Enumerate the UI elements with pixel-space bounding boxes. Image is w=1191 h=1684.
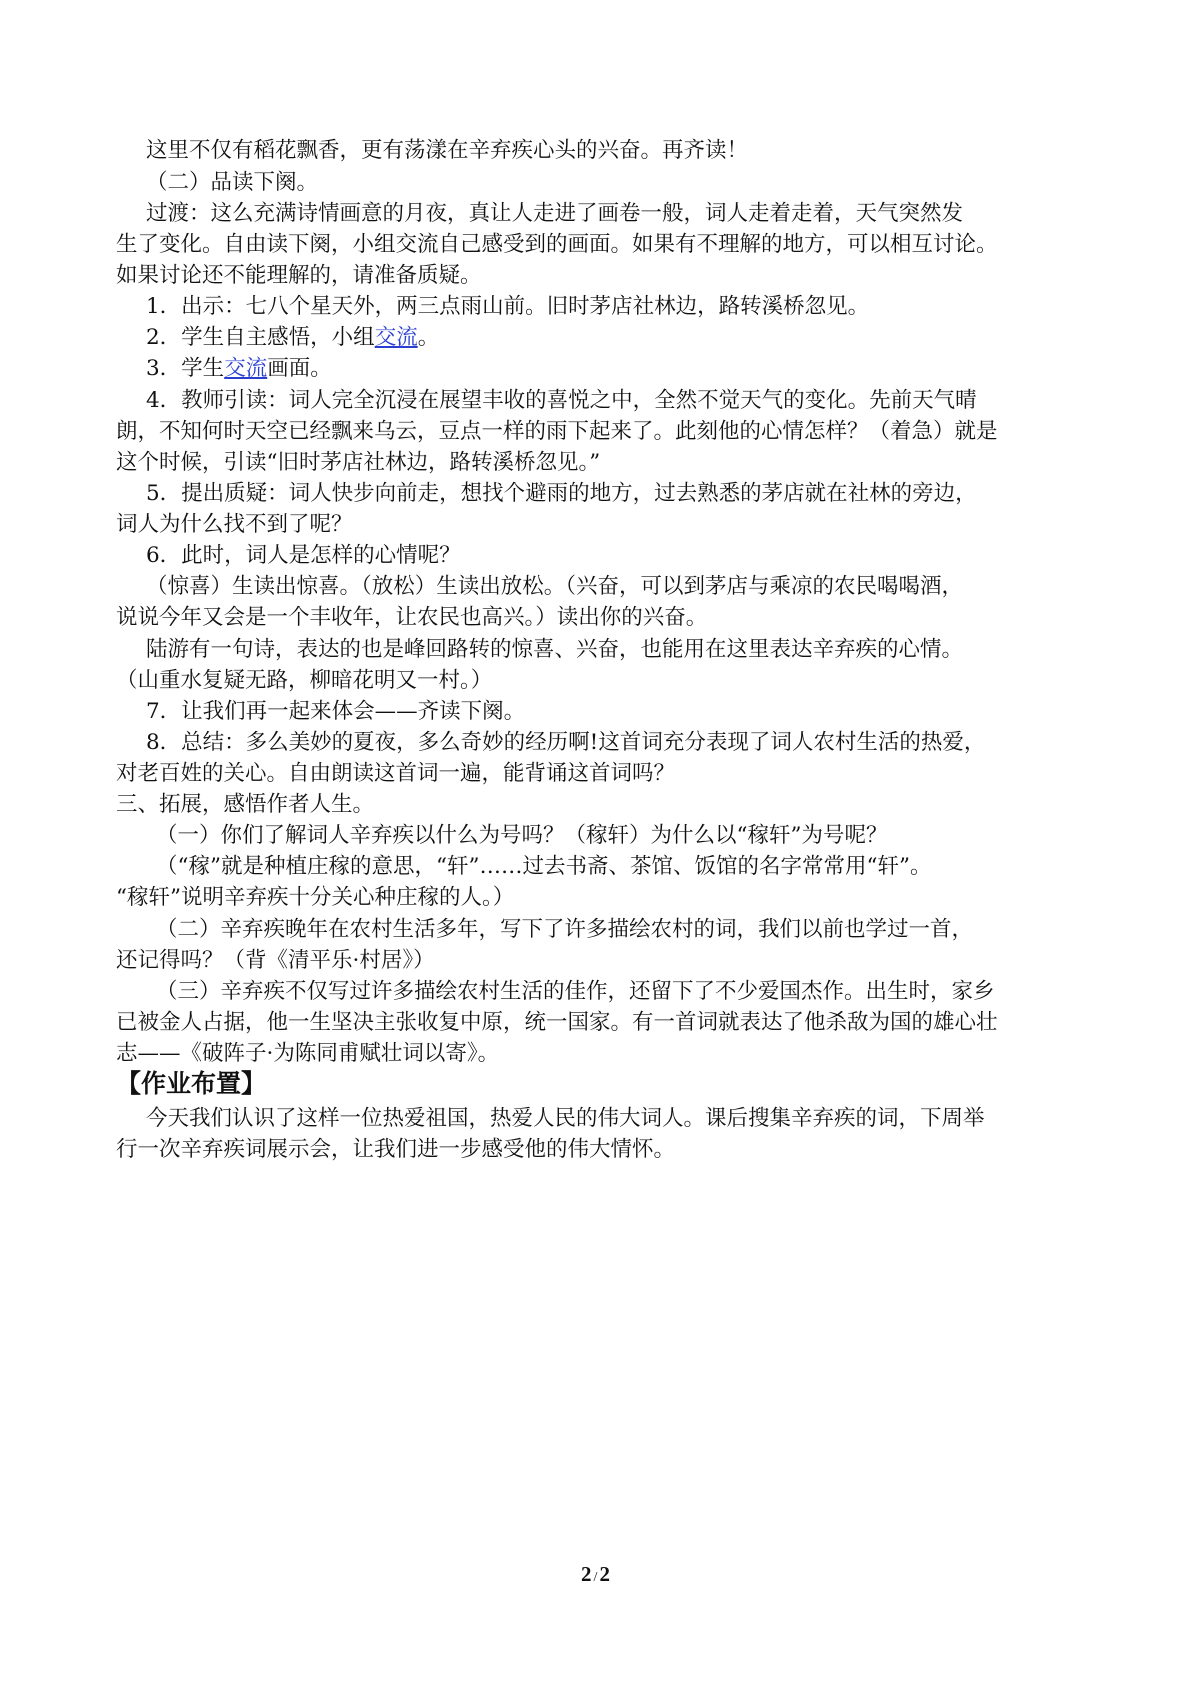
paragraph-line: 对老百姓的关心。自由朗读这首词一遍，能背诵这首词吗？: [116, 761, 676, 786]
homework-heading: 【作业布置】: [116, 1069, 267, 1098]
paragraph-line: （“稼”就是种植庄稼的意思，“轩”……过去书斋、茶馆、饭馆的名字常常用“轩”。: [156, 854, 932, 879]
paragraph-line: 词人为什么找不到了呢？: [116, 512, 353, 537]
page-number: [0, 1562, 1191, 1587]
paragraph-line: 陆游有一句诗，表达的也是峰回路转的惊喜、兴奋，也能用在这里表达辛弃疾的心情。: [146, 637, 964, 662]
section-title: 三、拓展，感悟作者人生。: [116, 792, 375, 817]
paragraph-line: 这里不仅有稻花飘香，更有荡漾在辛弃疾心头的兴奋。再齐读！: [146, 138, 749, 163]
list-item: 8．总结：多么美妙的夏夜，多么奇妙的经历啊!这首词充分表现了词人农村生活的热爱，: [146, 730, 986, 755]
page-current: 2: [581, 1562, 592, 1586]
paragraph-line: （惊喜）生读出惊喜。（放松）生读出放松。（兴奋，可以到茅店与乘凉的农民喝喝酒，: [146, 574, 964, 599]
paragraph-line: 这个时候，引读“旧时茅店社林边，路转溪桥忽见。”: [116, 450, 601, 475]
list-item: [146, 323, 439, 353]
section-subtitle: （二）品读下阕。: [146, 170, 319, 195]
paragraph-line: 已被金人占据，他一生坚决主张收复中原，统一国家。有一首词就表达了他杀敌为国的雄心壮: [116, 1010, 998, 1035]
paragraph-line: 过渡：这么充满诗情画意的月夜，真让人走进了画卷一般，词人走着走着，天气突然发: [146, 201, 964, 226]
list-item: 5．提出质疑：词人快步向前走，想找个避雨的地方，过去熟悉的茅店就在社林的旁边，: [146, 481, 977, 506]
paragraph-line: “稼轩”说明辛弃疾十分关心种庄稼的人。）: [116, 885, 515, 910]
paragraph-line: （三）辛弃疾不仅写过许多描绘农村生活的佳作，还留下了不少爱国杰作。出生时，家乡: [156, 979, 995, 1004]
exchange-link[interactable]: 交流: [224, 356, 268, 381]
paragraph-line: 今天我们认识了这样一位热爱祖国，热爱人民的伟大词人。课后搜集辛弃疾的词，下周举: [146, 1106, 985, 1131]
paragraph-line: 行一次辛弃疾词展示会，让我们进一步感受他的伟大情怀。: [116, 1137, 676, 1162]
page-total: 2: [599, 1562, 610, 1586]
page-separator: /: [593, 1570, 598, 1585]
list-item: 6．此时，词人是怎样的心情呢？: [146, 543, 461, 568]
list-item-text: 。: [417, 325, 440, 350]
paragraph-line: （二）辛弃疾晚年在农村生活多年，写下了许多描绘农村的词，我们以前也学过一首，: [156, 917, 974, 942]
list-item: [146, 354, 332, 384]
list-item-text: 画面。: [267, 356, 332, 381]
list-item: 7．让我们再一起来体会——齐读下阕。: [146, 699, 526, 724]
paragraph-line: 如果讨论还不能理解的，请准备质疑。: [116, 263, 482, 288]
list-item: 1．出示：七八个星天外，两三点雨山前。旧时茅店社林边，路转溪桥忽见。: [146, 294, 870, 319]
paragraph-line: 生了变化。自由读下阕，小组交流自己感受到的画面。如果有不理解的地方，可以相互讨论。: [116, 232, 998, 257]
paragraph-line: 朗，不知何时天空已经飘来乌云，豆点一样的雨下起来了。此刻他的心情怎样？（着急）就是: [116, 419, 998, 444]
paragraph-line: 志——《破阵子·为陈同甫赋壮词以寄》。: [116, 1041, 500, 1066]
exchange-link[interactable]: 交流: [374, 325, 418, 350]
list-item-text: 2．学生自主感悟，小组: [146, 325, 375, 350]
paragraph-line: （山重水复疑无路，柳暗花明又一村。）: [116, 668, 493, 693]
list-item: 4．教师引读：词人完全沉浸在展望丰收的喜悦之中，全然不觉天气的变化。先前天气晴: [146, 388, 977, 413]
paragraph-line: （一）你们了解词人辛弃疾以什么为号吗？（稼轩）为什么以“稼轩”为号呢？: [156, 823, 888, 848]
paragraph-line: 还记得吗？（背《清平乐·村居》）: [116, 948, 435, 973]
list-item-text: 3．学生: [146, 356, 225, 381]
paragraph-line: 说说今年又会是一个丰收年，让农民也高兴。）读出你的兴奋。: [116, 605, 708, 630]
